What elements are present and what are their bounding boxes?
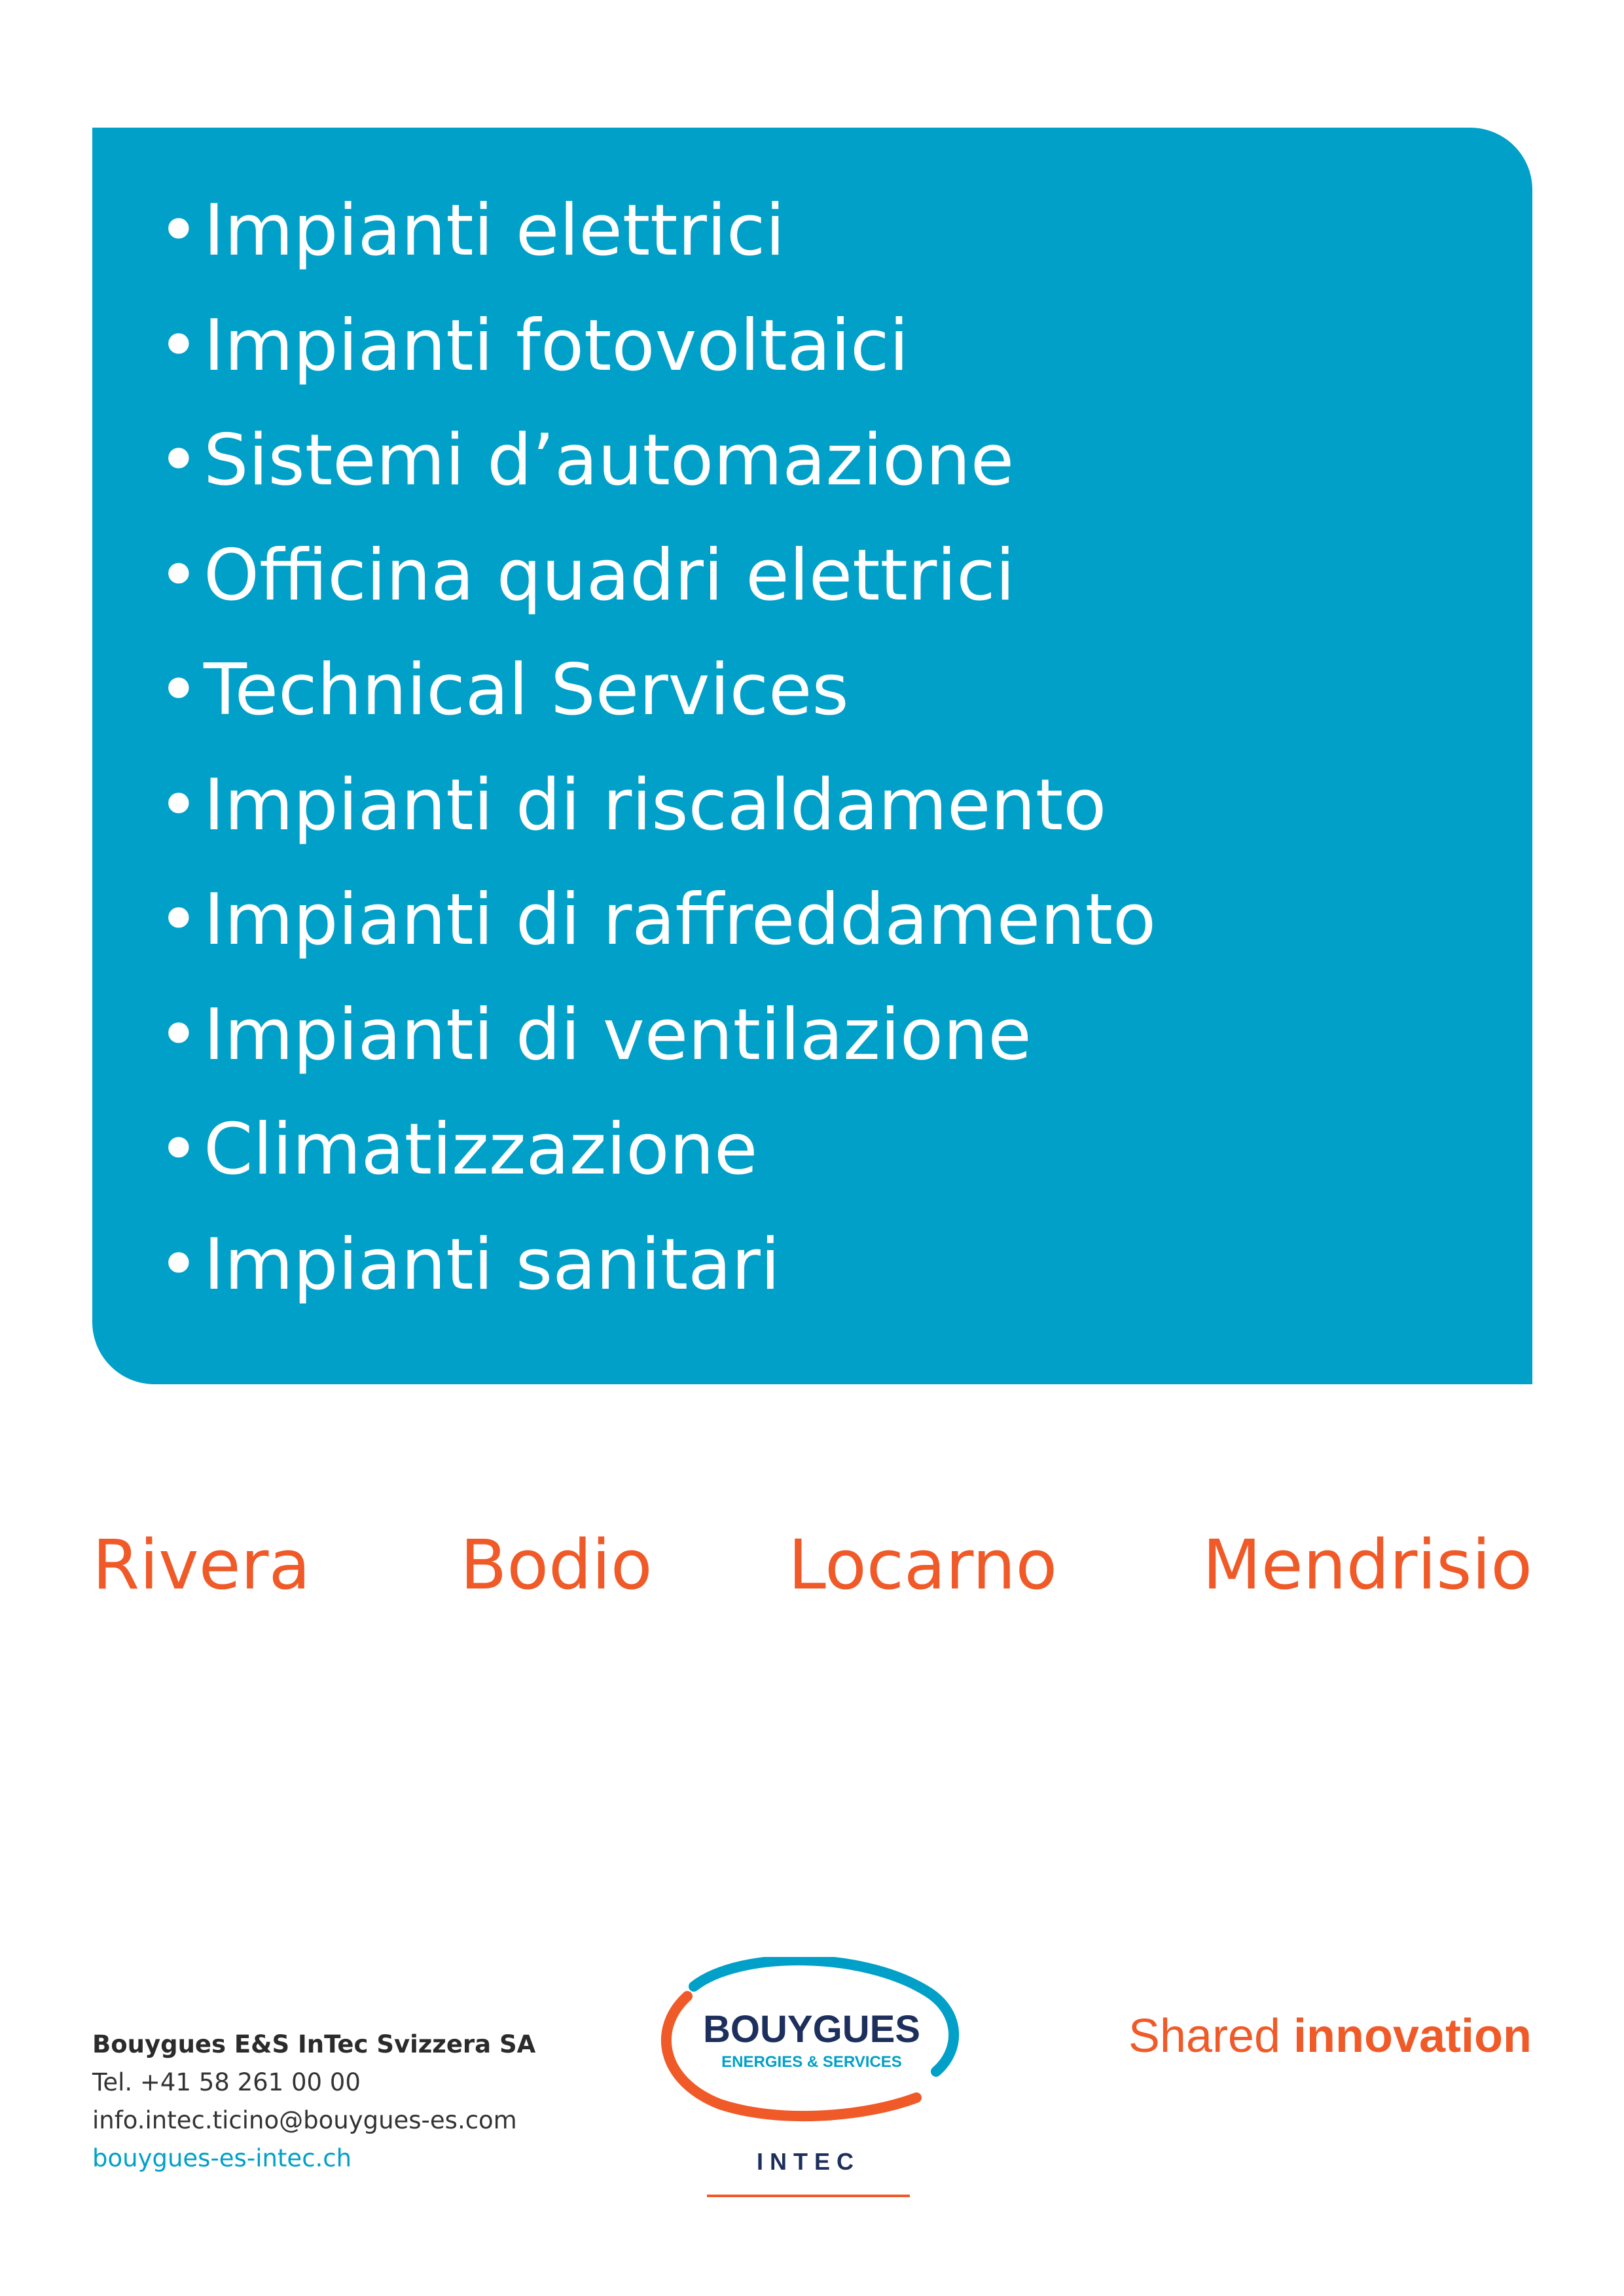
city-bodio: Bodio (460, 1525, 653, 1605)
bullet: • (158, 1223, 200, 1306)
service-label: Technical Services (204, 649, 849, 732)
company-contact (92, 2026, 535, 2178)
service-item (158, 863, 1156, 978)
service-label: Impianti di ventilazione (204, 994, 1032, 1076)
company-email[interactable]: info.intec.ticino@bouygues-es.com (92, 2106, 517, 2134)
service-item (158, 518, 1156, 634)
bullet: • (158, 534, 200, 617)
service-item (158, 978, 1156, 1093)
tagline-bold: innovation (1293, 2010, 1532, 2062)
logo-brand: BOUYGUES (703, 2008, 920, 2051)
service-label: Officina quadri elettrici (204, 534, 1015, 617)
tagline-regular: Shared (1128, 2010, 1280, 2062)
bullet: • (158, 304, 200, 387)
logo-sub: ENERGIES & SERVICES (721, 2053, 902, 2071)
service-item (158, 1208, 1156, 1323)
service-label: Impianti di riscaldamento (204, 764, 1107, 846)
service-label: Impianti sanitari (204, 1223, 780, 1306)
services-list (158, 173, 1156, 1322)
bouygues-intec-logo (648, 1957, 975, 2212)
service-item (158, 289, 1156, 404)
locations-row (92, 1525, 1532, 1617)
service-label: Impianti di raffreddamento (204, 879, 1157, 961)
bullet: • (158, 994, 200, 1076)
service-item (158, 173, 1156, 289)
bullet: • (158, 649, 200, 732)
service-item (158, 403, 1156, 518)
company-website[interactable]: bouygues-es-intec.ch (92, 2144, 352, 2172)
bullet: • (158, 190, 200, 272)
service-item (158, 1092, 1156, 1208)
service-label: Sistemi dʼautomazione (204, 420, 1015, 502)
service-label: Impianti fotovoltaici (204, 304, 909, 387)
service-item (158, 748, 1156, 863)
services-panel (92, 128, 1532, 1384)
logo-division: INTEC (757, 2148, 860, 2175)
city-mendrisio: Mendrisio (1202, 1525, 1532, 1605)
company-name: Bouygues E&S InTec Svizzera SA (92, 2030, 536, 2058)
company-phone: Tel. +41 58 261 00 00 (92, 2068, 361, 2096)
city-locarno: Locarno (788, 1525, 1058, 1605)
tagline (1128, 2009, 1532, 2063)
bullet: • (158, 879, 200, 961)
service-label: Climatizzazione (204, 1109, 758, 1191)
bullet: • (158, 764, 200, 846)
bullet: • (158, 1109, 200, 1191)
bullet: • (158, 420, 200, 502)
service-label: Impianti elettrici (204, 190, 785, 272)
city-rivera: Rivera (92, 1525, 311, 1605)
service-item (158, 633, 1156, 748)
